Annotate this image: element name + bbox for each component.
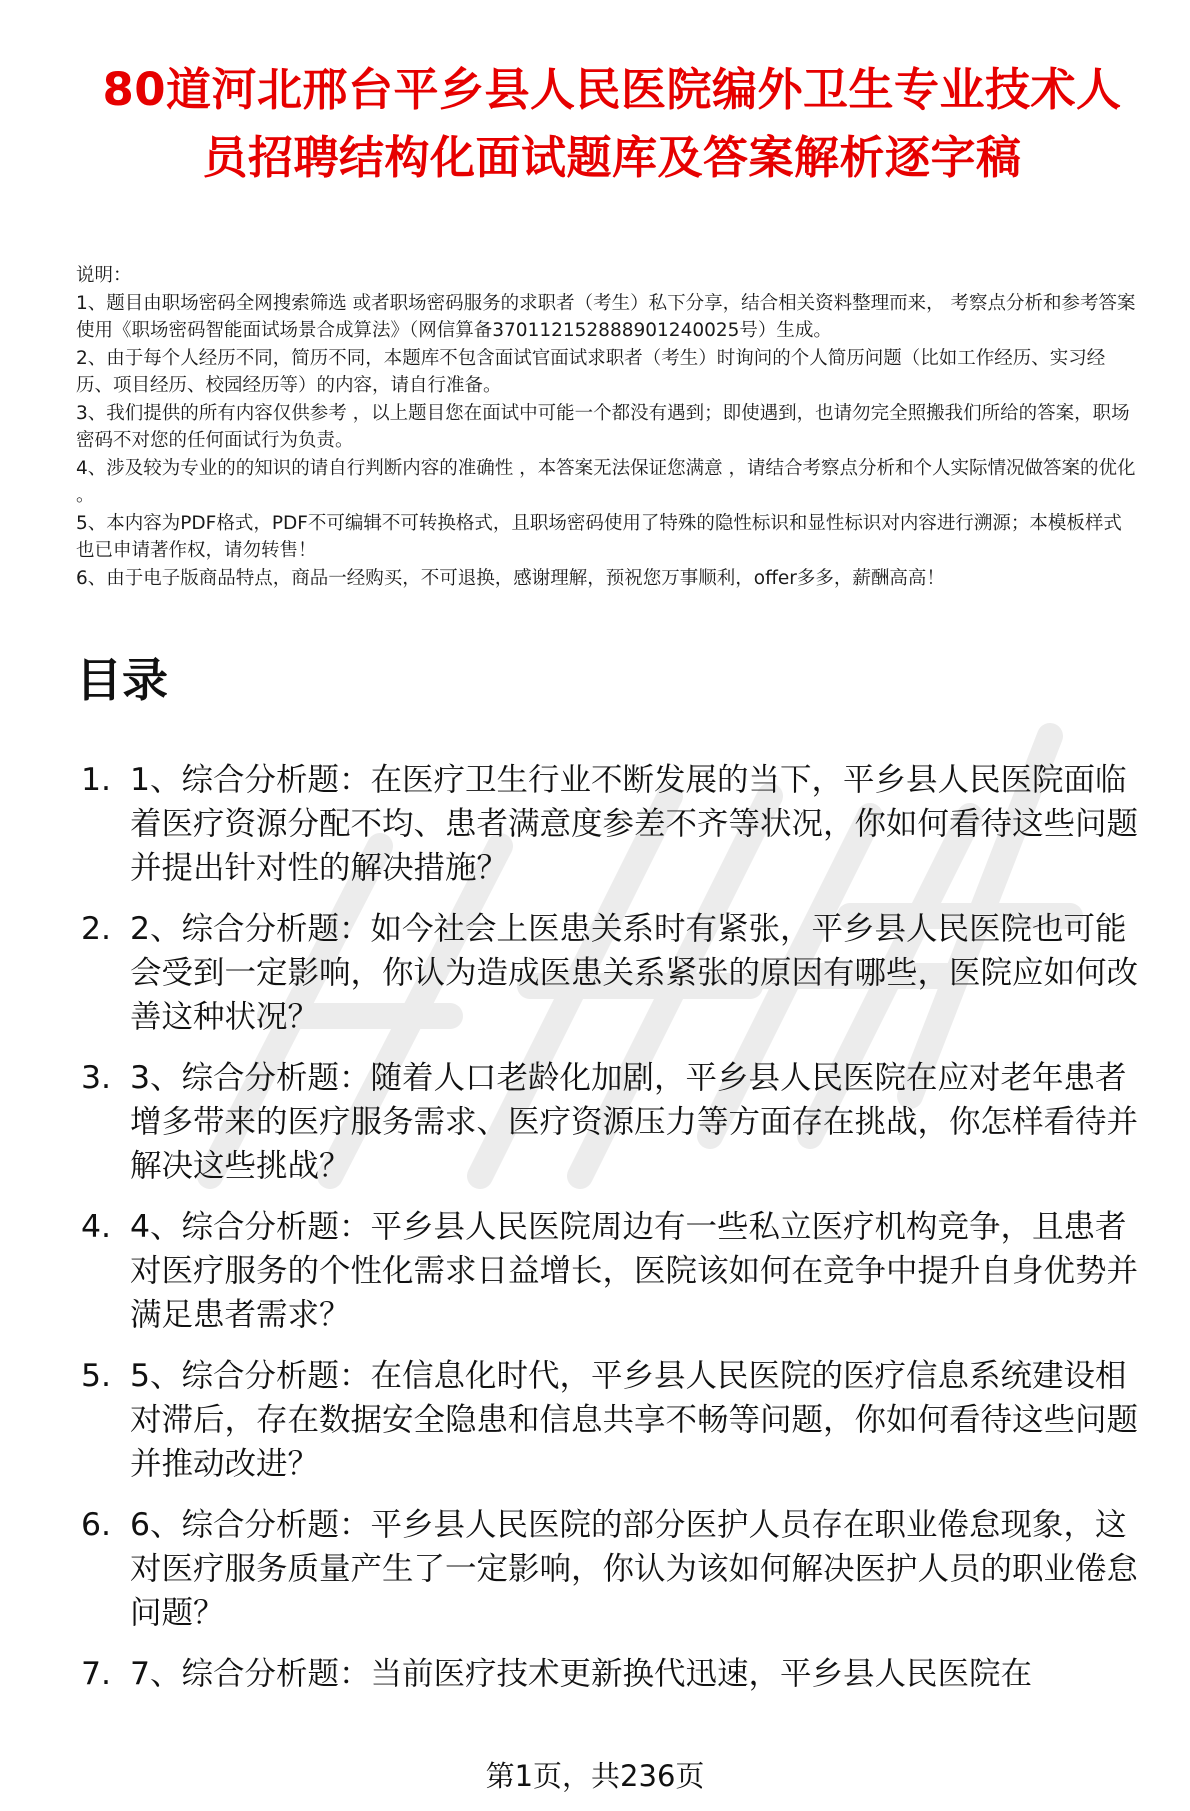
toc-item-number: 4. [81,1209,112,1245]
toc-item[interactable] [76,1652,1150,1696]
note-item-4: 4、涉及较为专业的的知识的请自行判断内容的准确性 ，本答案无法保证您满意 ，请结合考察点分析和个人实际情况做答案的优化 。 [76,457,1136,506]
note-item-1: 1、题目由职场密码全网搜索筛选 或者职场密码服务的求职者（考生）私下分享，结合相关资料整理而来， 考察点分析和参考答案使用《职场密码智能面试场景合成算法》（网信算备370112152888901240025号）生成。 [76,292,1136,341]
note-item-3: 3、我们提供的所有内容仅供参考 ，以上题目您在面试中可能一个都没有遇到；即使遇到，也请勿完全照搬我们所给的答案，职场密码不对您的任何面试行为负责。 [76,402,1130,451]
toc-item[interactable] [76,1205,1150,1337]
note-item-5: 5、本内容为PDF格式，PDF不可编辑不可转换格式，且职场密码使用了特殊的隐性标识和显性标识对内容进行溯源；本模板样式也已申请著作权，请勿转售！ [76,512,1122,561]
toc-item-text[interactable]: 1、综合分析题：在医疗卫生行业不断发展的当下，平乡县人民医院面临着医疗资源分配不均、患者满意度参差不齐等状况，你如何看待这些问题并提出针对性的解决措施？ [130,762,1139,886]
toc-item[interactable] [76,758,1150,890]
toc-item-number: 7. [81,1656,112,1692]
notes-label: 说明： [76,265,132,286]
page-number-footer: 第1页，共236页 [485,1759,705,1793]
toc-item-text[interactable]: 6、综合分析题：平乡县人民医院的部分医护人员存在职业倦怠现象，这对医疗服务质量产生了一定影响，你认为该如何解决医护人员的职业倦怠问题？ [130,1507,1139,1631]
toc-item-text[interactable]: 7、综合分析题：当前医疗技术更新换代迅速，平乡县人民医院在 [130,1656,1033,1692]
toc-item-number: 6. [81,1507,112,1543]
toc-item-text[interactable]: 2、综合分析题：如今社会上医患关系时有紧张，平乡县人民医院也可能会受到一定影响，你认为造成医患关系紧张的原因有哪些，医院应如何改善这种状况？ [130,911,1139,1035]
toc-item-number: 3. [81,1060,112,1096]
document-title: 80道河北邢台平乡县人民医院编外卫生专业技术人员招聘结构化面试题库及答案解析逐字稿 [102,63,1122,184]
toc-heading: 目录 [76,653,168,707]
toc-item[interactable] [76,1056,1150,1188]
toc-list [76,758,1150,1696]
toc-item[interactable] [76,1354,1150,1486]
toc-item-number: 5. [81,1358,112,1394]
document-page [0,56,1190,1696]
toc-item-number: 2. [81,911,112,947]
toc-item[interactable] [76,1503,1150,1635]
toc-item[interactable] [76,907,1150,1039]
toc-item-text[interactable]: 5、综合分析题：在信息化时代，平乡县人民医院的医疗信息系统建设相对滞后，存在数据安全隐患和信息共享不畅等问题，你如何看待这些问题并推动改进？ [130,1358,1139,1482]
note-item-6: 6、由于电子版商品特点，商品一经购买，不可退换，感谢理解，预祝您万事顺利，offer多多，薪酬高高！ [76,567,945,589]
toc-item-number: 1. [81,762,112,798]
note-item-2: 2、由于每个人经历不同，简历不同，本题库不包含面试官面试求职者（考生）时询问的个人简历问题（比如工作经历、实习经历、项目经历、校园经历等）的内容，请自行准备。 [76,347,1106,396]
notes-section [76,262,1150,592]
toc-item-text[interactable]: 4、综合分析题：平乡县人民医院周边有一些私立医疗机构竞争，且患者对医疗服务的个性化需求日益增长，医院该如何在竞争中提升自身优势并满足患者需求？ [130,1209,1139,1333]
toc-item-text[interactable]: 3、综合分析题：随着人口老龄化加剧，平乡县人民医院在应对老年患者增多带来的医疗服务需求、医疗资源压力等方面存在挑战，你怎样看待并解决这些挑战？ [130,1060,1139,1184]
